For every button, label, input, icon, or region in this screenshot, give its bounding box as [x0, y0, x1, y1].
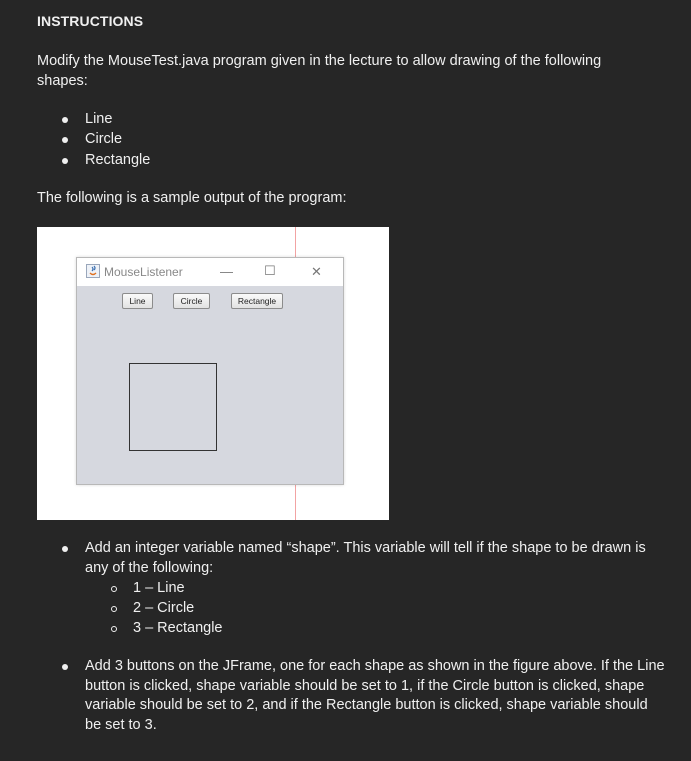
bullet-icon: [62, 117, 68, 123]
page-title: INSTRUCTIONS: [37, 13, 144, 29]
list-item: Line: [85, 111, 113, 127]
circle-button: Circle: [173, 293, 210, 309]
close-icon: ✕: [311, 264, 322, 279]
java-icon: [86, 264, 100, 278]
bullet-icon: [62, 664, 68, 670]
bullet-icon: [62, 546, 68, 552]
window-titlebar: [77, 258, 343, 286]
minimize-icon: —: [220, 264, 233, 279]
task-shape-variable: Add an integer variable named “shape”. This variable will tell if the shape to be drawn is any of the following:: [85, 540, 646, 576]
sample-output-figure: [37, 227, 389, 520]
list-item: Circle: [85, 131, 123, 147]
window-title: MouseListener: [104, 265, 183, 279]
list-item: Rectangle: [85, 152, 151, 168]
line-button: Line: [122, 293, 153, 309]
sub-bullet-icon: [111, 586, 117, 592]
bullet-icon: [62, 158, 68, 164]
jframe-window: [76, 257, 344, 485]
list-item: 2 – Circle: [133, 600, 195, 616]
bullet-icon: [62, 137, 68, 143]
sample-output-caption: The following is a sample output of the program:: [37, 190, 347, 206]
maximize-icon: ☐: [264, 263, 276, 278]
sub-bullet-icon: [111, 626, 117, 632]
drawn-rectangle: [129, 363, 217, 451]
rectangle-button: Rectangle: [231, 293, 283, 309]
sub-bullet-icon: [111, 606, 117, 612]
task-add-buttons: Add 3 buttons on the JFrame, one for each shape as shown in the figure above. If the Line button is clicked, shape variable should be set to 1, if the Circle button is clicked, shape variable should be set to 2, and if the Rectangle button is clicked, shape variable should be set to 3.: [85, 658, 665, 733]
list-item: 3 – Rectangle: [133, 620, 223, 636]
intro-paragraph: Modify the MouseTest.java program given in the lecture to allow drawing of the following shapes:: [37, 53, 602, 89]
list-item: 1 – Line: [133, 580, 185, 596]
